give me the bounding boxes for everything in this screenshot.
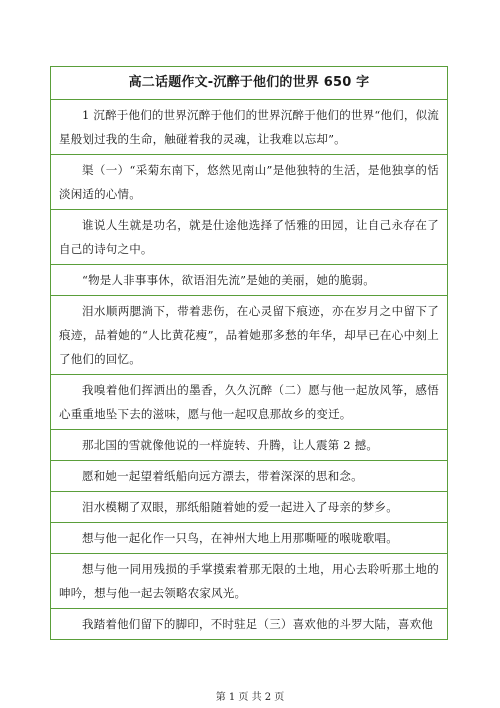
paragraph-row: 愿和她一起望着纸船向远方漂去，带着深深的思和念。 — [51, 461, 447, 492]
paragraph-row: 想与他一同用残损的手掌摸索着那无限的土地，用心去聆听那土地的呻吟，想与他一起去领略农家风光。 — [51, 554, 447, 609]
paragraph-row: “物是人非事事休，欲语泪先流”是她的美丽，她的脆弱。 — [51, 265, 447, 296]
paragraph-row: 那北国的雪就像他说的一样旋转、升腾，让人震第 2 撼。 — [51, 430, 447, 461]
paragraph-row: 想与他一起化作一只鸟，在神州大地上用那嘶哑的喉咙歌唱。 — [51, 523, 447, 554]
paragraph-row: 谁说人生就是功名，就是仕途他选择了恬雅的田园，让自己永存在了自己的诗句之中。 — [51, 210, 447, 265]
paragraph-row: 渠（一）“采菊东南下，悠然见南山”是他独特的生活，是他独享的恬淡闲适的心情。 — [51, 155, 447, 210]
paragraph-row: 我踏着他们留下的脚印，不时驻足（三）喜欢他的斗罗大陆，喜欢他 — [82, 617, 433, 631]
paragraph-row: 我嗅着他们挥洒出的墨香，久久沉醉（二）愿与他一起放风筝，感悟心重重地坠下去的滋味，愿与他一起叹息那故乡的变迁。 — [51, 375, 447, 430]
paragraph-row: 泪水模糊了双眼，那纸船随着她的爱一起进入了母亲的梦乡。 — [51, 492, 447, 523]
document-table — [50, 66, 448, 640]
document-title: 高二话题作文-沉醉于他们的世界 650 字 — [51, 67, 447, 100]
paragraph-row: 泪水顺两腮淌下，带着悲伤，在心灵留下痕迹，亦在岁月之中留下了痕迹，品着她的“人比黄花瘦”，品着她那多愁的年华，却早已在心中刻上了他们的回忆。 — [51, 296, 447, 375]
paragraph-row: 1 沉醉于他们的世界沉醉于他们的世界沉醉于他们的世界“他们，似流星般划过我的生命，触碰着我的灵魂，让我难以忘却”。 — [51, 100, 447, 155]
page-number-footer: 第 1 页 共 2 页 — [215, 692, 285, 703]
